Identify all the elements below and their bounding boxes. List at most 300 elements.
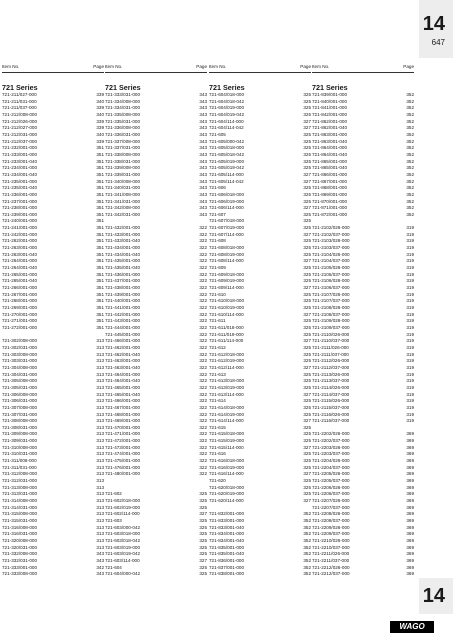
item-number: 721-312/031-000 [2, 478, 37, 484]
item-number: 721-2212/026-000 [312, 564, 350, 570]
item-number: 721-2113/026-000 [312, 371, 350, 377]
page-reference: 313 [96, 411, 104, 417]
index-row [105, 325, 207, 332]
page-reference: 343 [199, 165, 207, 171]
item-number: 721-304/008-000 [2, 364, 37, 370]
index-row [2, 358, 104, 365]
page-reference: 325 [303, 225, 311, 231]
page-reference: 322 [199, 231, 207, 237]
item-number: 721-336/008-000 [105, 125, 140, 131]
item-number: 721-307/031-000 [2, 411, 37, 417]
page-reference: 327 [303, 171, 311, 177]
index-row [2, 318, 104, 325]
item-number: 721-264/001-040 [2, 265, 37, 271]
page-reference: 369 [406, 458, 414, 464]
item-number: 721-838/001-000 [209, 571, 244, 577]
index-row [209, 218, 311, 225]
item-number: 721-333/001-000 [2, 564, 37, 570]
item-number: 721-604/019-042 [209, 111, 244, 117]
index-row [105, 345, 207, 352]
item-number: 721-332/031-000 [2, 557, 37, 563]
page-reference: 369 [406, 444, 414, 450]
item-number: 721-610/018-000 [209, 298, 244, 304]
index-row [105, 232, 207, 239]
index-row [312, 105, 414, 112]
page-header: Page [93, 64, 104, 69]
page-reference: 325 [303, 384, 311, 390]
item-number: 721-335/031-000 [105, 118, 140, 124]
item-number: 721-2106/026-000 [312, 278, 350, 284]
item-number: 721-310/008-000 [2, 444, 37, 450]
index-row [105, 172, 207, 179]
index-row [2, 485, 104, 492]
item-number: 721-303/008-000 [2, 351, 37, 357]
page-reference: 313 [96, 531, 104, 537]
item-number: 721-863/001-040 [312, 138, 347, 144]
index-row [105, 398, 207, 405]
index-row [209, 285, 311, 292]
index-row [312, 511, 414, 518]
item-number: 721-614 [209, 398, 226, 404]
index-row [2, 298, 104, 305]
page-reference: 352 [303, 511, 311, 517]
page-reference: 319 [406, 225, 414, 231]
item-number: 721-470/001-000 [105, 424, 140, 430]
item-number: 721-2202/037-000 [312, 438, 350, 444]
page-reference: 325 [303, 318, 311, 324]
page-reference: 325 [303, 245, 311, 251]
page-reference: 352 [406, 98, 414, 104]
page-reference: 369 [406, 524, 414, 530]
item-number: 721-212/031-000 [2, 131, 37, 137]
page-reference: 313 [96, 424, 104, 430]
item-number: 721-314/008-000 [2, 498, 37, 504]
index-row [312, 199, 414, 206]
index-row [105, 145, 207, 152]
page-reference: 327 [303, 118, 311, 124]
page-reference: 343 [199, 171, 207, 177]
index-row [105, 412, 207, 419]
index-row [2, 405, 104, 412]
item-number: 721-462/001-040 [105, 351, 140, 357]
item-number: 721-2110/026-000 [312, 331, 350, 337]
page-reference: 325 [303, 291, 311, 297]
item-number: 721-468/001-000 [105, 411, 140, 417]
item-number: 721-870/001-000 [312, 198, 347, 204]
index-row [2, 139, 104, 146]
index-row [105, 365, 207, 372]
index-row [2, 398, 104, 405]
index-row [209, 305, 311, 312]
index-row [312, 232, 414, 239]
item-number: 721-2116/037-000 [312, 418, 350, 424]
page-reference: 352 [303, 531, 311, 537]
item-number: 721-465/001-040 [105, 391, 140, 397]
item-number: 721-834/001-000 [209, 531, 244, 537]
index-row [312, 139, 414, 146]
index-row [209, 112, 311, 119]
page-reference: 339 [96, 105, 104, 111]
item-number: 721-267/001-000 [2, 291, 37, 297]
index-row [105, 478, 207, 485]
page-reference: 343 [96, 551, 104, 557]
page-reference: 327 [303, 205, 311, 211]
index-row [2, 179, 104, 186]
item-number: 721-2210/037-000 [312, 544, 350, 550]
item-number: 721-605/114-000 [209, 171, 244, 177]
page-reference: 325 [199, 504, 207, 510]
index-row [312, 185, 414, 192]
index-row [209, 185, 311, 192]
item-number: 721-334/031-000 [105, 105, 140, 111]
index-row [209, 238, 311, 245]
index-row [105, 332, 207, 339]
index-row [2, 132, 104, 139]
item-number: 721-309/031-000 [2, 438, 37, 444]
page-reference: 351 [96, 265, 104, 271]
item-number: 721-337/031-000 [105, 145, 140, 151]
index-row [209, 545, 311, 552]
index-row [2, 125, 104, 132]
page-reference: 313 [96, 404, 104, 410]
page-reference: 327 [303, 125, 311, 131]
item-number: 721-2106/037-000 [312, 285, 350, 291]
item-number: 721-607/019-000 [209, 225, 244, 231]
page-reference: 352 [406, 105, 414, 111]
item-number: 721-605/018-042 [209, 151, 244, 157]
index-row [209, 325, 311, 332]
page-reference: 322 [199, 271, 207, 277]
page-reference: 322 [199, 291, 207, 297]
index-row [312, 538, 414, 545]
page-reference: 325 [303, 298, 311, 304]
item-number: 721-604 [105, 564, 122, 570]
item-number: 721-439/001-000 [105, 291, 140, 297]
item-number: 721-603/000-042 [105, 524, 140, 530]
item-number: 721-2211/037-000 [312, 557, 350, 563]
item-number: 721-311/031-000 [2, 464, 37, 470]
index-row [2, 92, 104, 99]
page-reference: 325 [303, 185, 311, 191]
index-row [105, 505, 207, 512]
index-row [105, 125, 207, 132]
item-number: 721-442/001-000 [105, 311, 140, 317]
index-row [105, 185, 207, 192]
page-reference: 322 [199, 364, 207, 370]
index-column [2, 63, 104, 578]
index-row [209, 152, 311, 159]
index-row [105, 471, 207, 478]
page-reference: 352 [406, 151, 414, 157]
item-number: 721-2111/026-000 [312, 344, 349, 350]
index-row [105, 358, 207, 365]
page-reference: 325 [303, 238, 311, 244]
item-number: 721-435/001-000 [105, 258, 140, 264]
page-reference: 319 [406, 364, 414, 370]
item-number: 721-835/001-040 [209, 551, 244, 557]
item-number: 721-264/001-000 [2, 258, 37, 264]
item-number: 721-869/001-000 [312, 191, 347, 197]
item-number: 721-443/001-000 [105, 318, 140, 324]
series-heading: 721 Series [105, 83, 141, 92]
index-row [312, 491, 414, 498]
page-reference: 352 [406, 111, 414, 117]
index-row [209, 505, 311, 512]
item-number: 721-605/019-042 [209, 165, 244, 171]
page-reference: 325 [199, 498, 207, 504]
page-reference: 322 [199, 438, 207, 444]
item-number: 721-2110/037-000 [312, 338, 350, 344]
page-reference: 322 [199, 424, 207, 430]
index-row [312, 392, 414, 399]
page-reference: 351 [96, 231, 104, 237]
page-reference: 351 [96, 258, 104, 264]
item-number: 721-338/031-000 [105, 158, 140, 164]
index-row [312, 318, 414, 325]
page-reference: 319 [406, 351, 414, 357]
page-reference: 327 [199, 511, 207, 517]
index-row [209, 159, 311, 166]
page-reference: 351 [96, 291, 104, 297]
index-row [209, 345, 311, 352]
column-header [105, 63, 207, 73]
item-number: 721-2115/037-000 [312, 404, 350, 410]
page-reference: 369 [406, 478, 414, 484]
page-reference: 322 [199, 411, 207, 417]
item-number: 721-2116/026-000 [312, 411, 350, 417]
page-reference: 327 [303, 364, 311, 370]
page-reference: 339 [96, 138, 104, 144]
index-row [105, 119, 207, 126]
index-row [312, 179, 414, 186]
item-number: 721-2211/026-000 [312, 551, 350, 557]
item-number: 721-611/018-000 [209, 324, 244, 330]
item-number: 721-2202/026-000 [312, 431, 350, 437]
index-row [209, 425, 311, 432]
page-reference: 351 [96, 225, 104, 231]
page-reference: 319 [406, 298, 414, 304]
index-row [312, 451, 414, 458]
index-row [209, 438, 311, 445]
page-reference: 319 [406, 378, 414, 384]
index-row [209, 352, 311, 359]
item-number: 721-604/018-042 [209, 98, 244, 104]
index-row [2, 378, 104, 385]
index-row [312, 212, 414, 219]
page-reference: 325 [303, 131, 311, 137]
page-reference: 351 [96, 171, 104, 177]
page-reference: 325 [303, 438, 311, 444]
page-reference: 313 [96, 351, 104, 357]
item-number: 721-339/031-000 [105, 171, 140, 177]
index-row [209, 139, 311, 146]
page-reference: 369 [406, 551, 414, 557]
page-reference: 352 [303, 564, 311, 570]
page-reference: 313 [96, 378, 104, 384]
index-row [209, 278, 311, 285]
wago-logo [390, 621, 434, 633]
page-reference: 325 [303, 271, 311, 277]
item-number: 721-613/019-000 [209, 384, 244, 390]
item-number: 721-308/031-000 [2, 424, 37, 430]
item-no-header: Item No. [105, 64, 123, 69]
index-row [209, 245, 311, 252]
page-reference: 325 [199, 537, 207, 543]
index-row [105, 298, 207, 305]
page-reference: 351 [96, 278, 104, 284]
item-no-header: Item No. [209, 64, 227, 69]
index-row [209, 431, 311, 438]
item-number: 721-840/001-000 [312, 98, 347, 104]
item-number: 721-310/031-000 [2, 451, 37, 457]
index-row [312, 518, 414, 525]
page-reference: 325 [199, 564, 207, 570]
page-reference: 319 [406, 324, 414, 330]
index-row [312, 205, 414, 212]
index-row [312, 112, 414, 119]
item-number: 721-610 [209, 291, 226, 297]
item-number: 721-434/001-000 [105, 245, 140, 251]
index-row [209, 179, 311, 186]
index-row [312, 525, 414, 532]
index-row [312, 225, 414, 232]
item-number: 721-211/031-000 [2, 98, 37, 104]
item-number: 721-605 [209, 131, 226, 137]
index-row [209, 518, 311, 525]
page-reference: 325 [303, 378, 311, 384]
page-reference: 325 [303, 398, 311, 404]
index-column [209, 63, 311, 578]
item-number: 721-440/001-000 [105, 298, 140, 304]
item-number: 721-302/008-000 [2, 338, 37, 344]
item-number: 721-620 [209, 478, 226, 484]
index-row [105, 199, 207, 206]
item-number: 721-616 [209, 451, 226, 457]
item-number: 721-313/031-000 [2, 491, 37, 497]
page-reference: 369 [406, 544, 414, 550]
page-reference: 322 [199, 351, 207, 357]
page-reference: 319 [406, 371, 414, 377]
index-row [312, 125, 414, 132]
page-reference: 325 [303, 105, 311, 111]
page-reference: 369 [406, 484, 414, 490]
index-row [105, 212, 207, 219]
page-reference: 319 [406, 291, 414, 297]
page-reference: 325 [303, 111, 311, 117]
page-reference: 352 [406, 145, 414, 151]
item-number: 721-334/008-000 [105, 98, 140, 104]
item-number: 721-337/008-000 [105, 138, 140, 144]
page-reference: 340 [96, 111, 104, 117]
item-number: 721-467/001-000 [105, 404, 140, 410]
index-row [209, 125, 311, 132]
index-row [209, 418, 311, 425]
item-no-header: Item No. [2, 64, 20, 69]
index-row [312, 258, 414, 265]
item-number: 721-462/001-000 [105, 344, 140, 350]
index-row [2, 212, 104, 219]
page-reference: 340 [96, 131, 104, 137]
index-row [2, 305, 104, 312]
index-row [105, 272, 207, 279]
index-row [209, 312, 311, 319]
item-number: 721-263/001-040 [2, 251, 37, 257]
page-reference: 352 [303, 518, 311, 523]
index-row [209, 525, 311, 532]
item-number: 721-240/001-000 [2, 218, 37, 224]
item-number: 721-610/019-000 [209, 305, 244, 310]
item-number: 721-333/031-000 [105, 92, 140, 97]
index-row [209, 258, 311, 265]
index-row [312, 478, 414, 485]
index-row [312, 99, 414, 106]
index-row [105, 318, 207, 325]
item-number: 721-472/001-000 [105, 438, 140, 444]
index-row [312, 458, 414, 465]
index-row [105, 431, 207, 438]
index-row [209, 99, 311, 106]
page-reference: 313 [96, 358, 104, 364]
item-number: 721-433/001-040 [105, 238, 140, 244]
page-reference: 313 [96, 537, 104, 543]
item-number: 721-212/027-000 [2, 125, 37, 131]
page-reference: 325 [303, 138, 311, 144]
page-reference: 322 [199, 471, 207, 477]
index-row [2, 465, 104, 472]
item-number: 721-268/001-000 [2, 298, 37, 304]
item-number: 721-265/001-040 [2, 278, 37, 284]
index-row [105, 152, 207, 159]
item-number: 721-604/000-042 [105, 571, 140, 577]
page-reference: 339 [96, 118, 104, 124]
page-reference: 327 [303, 444, 311, 450]
item-number: 721-438/001-000 [105, 285, 140, 291]
index-row [209, 232, 311, 239]
item-number: 721-605/019-000 [209, 158, 244, 164]
item-number: 721-614/018-000 [209, 404, 244, 410]
page-reference: 351 [96, 165, 104, 171]
index-row [2, 412, 104, 419]
item-number: 721-340/008-000 [105, 178, 140, 184]
item-number: 721-2206/026-000 [312, 484, 350, 490]
item-number: 721-342/031-000 [105, 211, 140, 217]
index-row [2, 292, 104, 299]
page-reference: 352 [406, 138, 414, 144]
item-number: 721-864/001-000 [312, 145, 347, 151]
index-row [2, 272, 104, 279]
item-number: 721-234/001-000 [2, 165, 37, 171]
item-number: 721-336/031-000 [105, 131, 140, 137]
item-number: 721-465/001-000 [105, 384, 140, 390]
index-row [105, 498, 207, 505]
page-reference: 319 [406, 251, 414, 257]
index-row [105, 245, 207, 252]
index-row [2, 225, 104, 232]
index-row [209, 412, 311, 419]
item-number: 721-606/018-000 [209, 191, 244, 197]
page-reference: 342 [96, 564, 104, 570]
page-reference: 325 [303, 458, 311, 464]
index-row [209, 565, 311, 572]
index-row [209, 132, 311, 139]
index-row [105, 565, 207, 572]
page-reference: 319 [406, 318, 414, 324]
index-row [312, 132, 414, 139]
page-reference: 351 [96, 185, 104, 191]
page-reference: 351 [96, 191, 104, 197]
item-number: 721-871/001-000 [312, 205, 347, 211]
index-row [209, 558, 311, 565]
